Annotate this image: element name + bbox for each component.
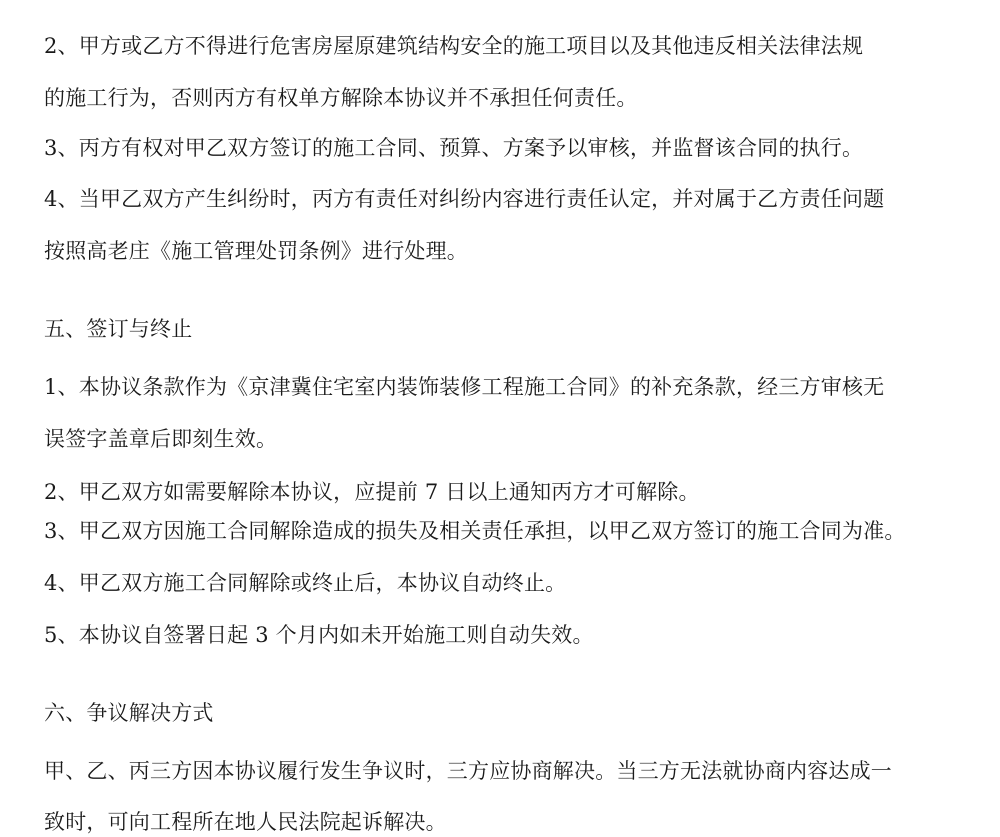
clause-5-4: 4、甲乙双方施工合同解除或终止后，本协议自动终止。 (44, 571, 567, 595)
clause-5-5: 5、本协议自签署日起 3 个月内如未开始施工则自动失效。 (44, 623, 594, 647)
section-5-heading: 五、签订与终止 (44, 317, 193, 341)
clause-5-1-line-1: 1、本协议条款作为《京津冀住宅室内装饰装修工程施工合同》的补充条款，经三方审核无 (44, 375, 885, 399)
section-6-line-1: 甲、乙、丙三方因本协议履行发生争议时，三方应协商解决。当三方无法就协商内容达成一 (44, 759, 892, 783)
section-6-heading: 六、争议解决方式 (44, 701, 214, 725)
clause-4-4-line-1: 4、当甲乙双方产生纠纷时，丙方有责任对纠纷内容进行责任认定，并对属于乙方责任问题 (44, 187, 885, 211)
clause-4-3: 3、丙方有权对甲乙双方签订的施工合同、预算、方案予以审核，并监督该合同的执行。 (44, 136, 864, 160)
clause-5-1-line-2: 误签字盖章后即刻生效。 (44, 427, 278, 451)
clause-4-4-line-2: 按照高老庄《施工管理处罚条例》进行处理。 (44, 239, 468, 263)
clause-5-3: 3、甲乙双方因施工合同解除造成的损失及相关责任承担，以甲乙双方签订的施工合同为准。 (44, 519, 906, 543)
clause-4-2-line-2: 的施工行为，否则丙方有权单方解除本协议并不承担任何责任。 (44, 86, 638, 110)
clause-5-2: 2、甲乙双方如需要解除本协议，应提前 7 日以上通知丙方才可解除。 (44, 480, 700, 504)
section-6-line-2: 致时，可向工程所在地人民法院起诉解决。 (44, 810, 447, 834)
clause-4-2-line-1: 2、甲方或乙方不得进行危害房屋原建筑结构安全的施工项目以及其他违反相关法律法规 (44, 34, 864, 58)
